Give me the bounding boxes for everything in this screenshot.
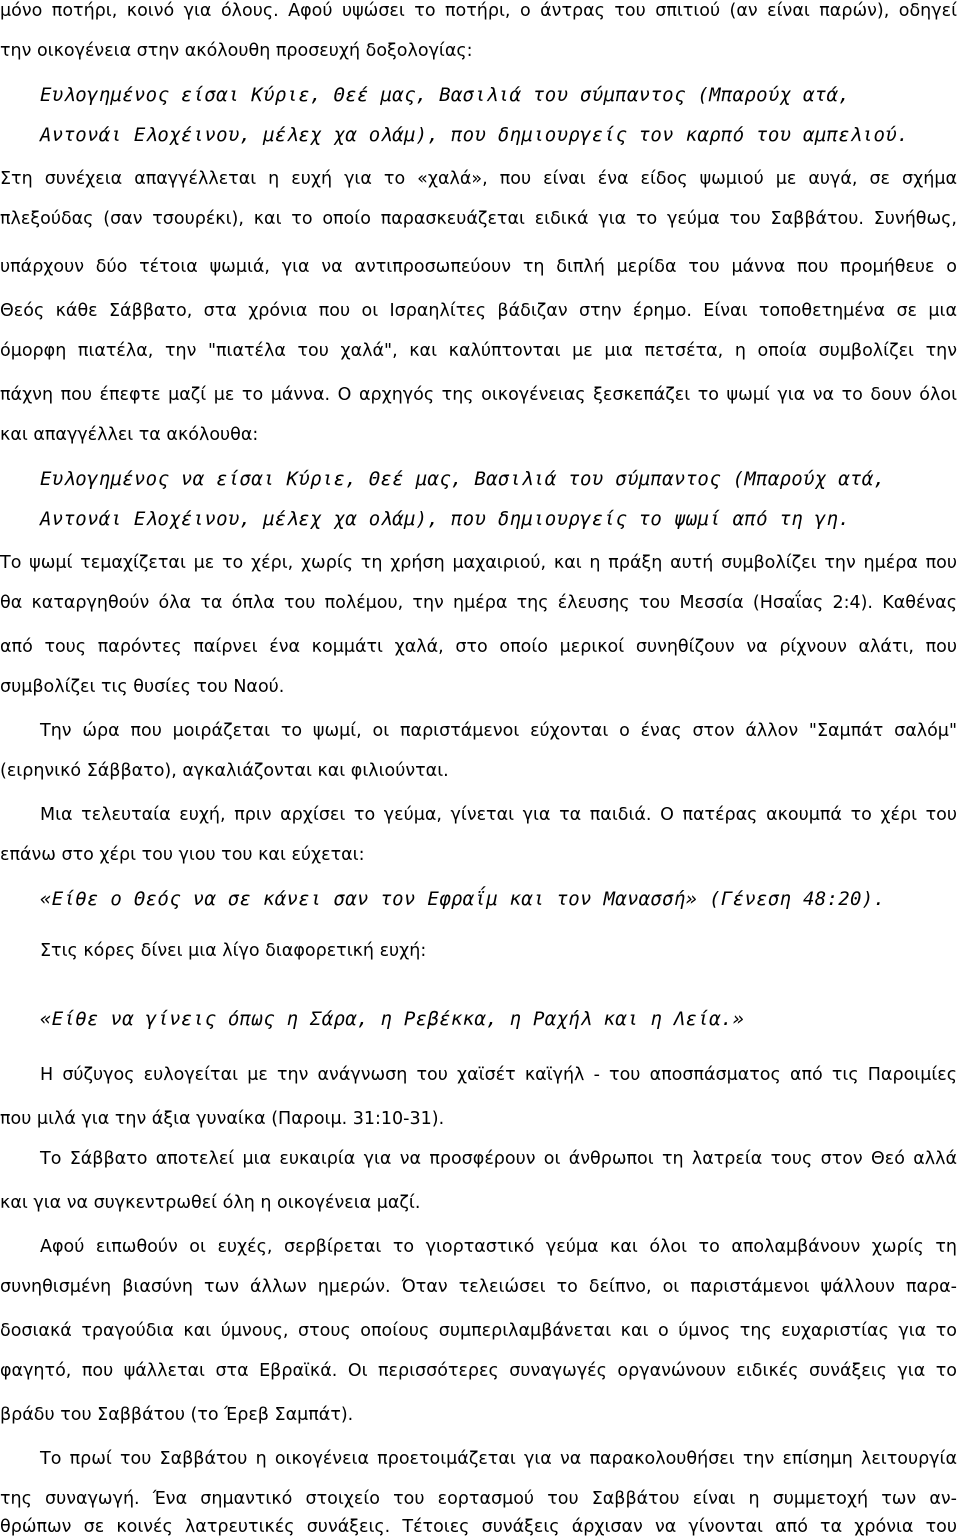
text-line: Στις κόρες δίνει μια λίγο διαφορετική ευχή: [40,941,427,961]
paragraph-first-line: Την ώρα που μοιράζεται το ψωμί, οι παριστάμενοι εύχονται ο ένας στον άλλον "Σαμπάτ σαλόμ" [40,721,957,741]
text-line: βράδυ του Σαββάτου (το Έρεβ Σαμπάτ). [0,1405,354,1425]
quote-line: Ευλογημένος να είσαι Κύριε, Θεέ μας, Βασιλιά του σύμπαντος (Μπαρούχ ατά, [40,468,886,490]
text-line: θρώπων σε κοινές λατρευτικές συνάξεις. Τέτοιες συνάξεις άρχισαν να γίνονται από τα χρόνια του [0,1517,957,1537]
text-line: Το ψωμί τεμαχίζεται με το χέρι, χωρίς τη χρήση μαχαιριού, και η πράξη αυτή συμβολίζει την ημέρα που [0,553,957,573]
text-line: υπάρχουν δύο τέτοια ψωμιά, για να αντιπροσωπεύουν τη διπλή μερίδα του μάννα που προμήθευε ο [0,257,957,277]
text-line: Θεός κάθε Σάββατο, στα χρόνια που οι Ισραηλίτες βάδιζαν στην έρημο. Είναι τοποθετημένα σε μια [0,301,957,321]
paragraph-first-line: Η σύζυγος ευλογείται με την ανάγνωση του χαϊσέτ καϊγήλ - του αποσπάσματος από τις Παροιμίες [40,1065,957,1085]
quote-line: Ευλογημένος είσαι Κύριε, Θεέ μας, Βασιλιά του σύμπαντος (Μπαρούχ ατά, [40,84,850,106]
text-line: όμορφη πιατέλα, την "πιατέλα του χαλά", και καλύπτονται με μια πετσέτα, η οποία συμβολίζει την [0,341,957,361]
text-line: από τους παρόντες παίρνει ένα κομμάτι χαλά, στο οποίο μερικοί συνηθίζουν να ρίχνουν αλάτι, που [0,637,957,657]
text-line: μόνο ποτήρι, κοινό για όλους. Αφού υψώσει το ποτήρι, ο άντρας του σπιτιού (αν είναι παρών), οδηγεί [0,1,957,21]
text-line: Στη συνέχεια απαγγέλλεται η ευχή για το «χαλά», που είναι ένα είδος ψωμιού με αυγά, σε σχήμα [0,169,957,189]
text-line: φαγητό, που ψάλλεται στα Εβραϊκά. Οι περισσότερες συναγωγές οργανώνουν ειδικές συνάξεις για το [0,1361,957,1381]
paragraph-first-line: Αφού ειπωθούν οι ευχές, σερβίρεται το γιορταστικό γεύμα και όλοι το απολαμβάνουν χωρίς τη [40,1237,957,1257]
text-line: επάνω στο χέρι του γιου του και εύχεται: [0,845,365,865]
quote-line: «Είθε ο Θεός να σε κάνει σαν τον Εφραΐμ και τον Μανασσή» (Γένεση 48:20). [40,888,886,910]
text-line: θα καταργηθούν όλα τα όπλα του πολέμου, την ημέρα της έλευσης του Μεσσία (Ησαΐας 2:4). Καθένας [0,593,957,613]
text-line: συνηθισμένη βιασύνη των άλλων ημερών. Όταν τελειώσει το δείπνο, οι παριστάμενοι ψάλλουν παρα- [0,1277,957,1297]
text-line: (ειρηνικό Σάββατο), αγκαλιάζονται και φιλιούνται. [0,761,449,781]
text-line: της συναγωγή. Ένα σημαντικό στοιχείο του εορτασμού του Σαββάτου είναι η συμμετοχή των αν- [0,1489,957,1509]
quote-line: Αντονάι Ελοχέινου, μέλεχ χα ολάμ), που δημιουργείς τον καρπό του αμπελιού. [40,124,909,146]
text-line: πάχνη που έπεφτε μαζί με το μάννα. Ο αρχηγός της οικογένειας ξεσκεπάζει το ψωμί για να το δουν όλοι [0,385,957,405]
text-line: και απαγγέλλει τα ακόλουθα: [0,425,259,445]
quote-line: Αντονάι Ελοχέινου, μέλεχ χα ολάμ), που δημιουργείς το ψωμί από τη γη. [40,508,850,530]
text-line: δοσιακά τραγούδια και ύμνους, στους οποίους συμπεριλαμβάνεται και ο ύμνος της ευχαριστίας για το [0,1321,957,1341]
text-line: πλεξούδας (σαν τσουρέκι), και το οποίο παρασκευάζεται ειδικά για το γεύμα του Σαββάτου. Συνήθως, [0,209,957,229]
text-line: συμβολίζει τις θυσίες του Ναού. [0,677,285,697]
paragraph-first-line: Το πρωί του Σαββάτου η οικογένεια προετοιμάζεται για να παρακολουθήσει την επίσημη λειτουργία [40,1449,957,1469]
text-line: και για να συγκεντρωθεί όλη η οικογένεια μαζί. [0,1193,421,1213]
paragraph-first-line: Μια τελευταία ευχή, πριν αρχίσει το γεύμα, γίνεται για τα παιδιά. Ο πατέρας ακουμπά το χέρι του [40,805,957,825]
text-line: που μιλά για την άξια γυναίκα (Παροιμ. 31:10-31). [0,1109,445,1129]
text-line: την οικογένεια στην ακόλουθη προσευχή δοξολογίας: [0,41,473,61]
quote-line: «Είθε να γίνεις όπως η Σάρα, η Ρεβέκκα, η Ραχήλ και η Λεία.» [40,1008,745,1030]
paragraph-first-line: Το Σάββατο αποτελεί μια ευκαιρία για να προσφέρουν οι άνθρωποι τη λατρεία τους στον Θεό αλλά [40,1149,957,1169]
